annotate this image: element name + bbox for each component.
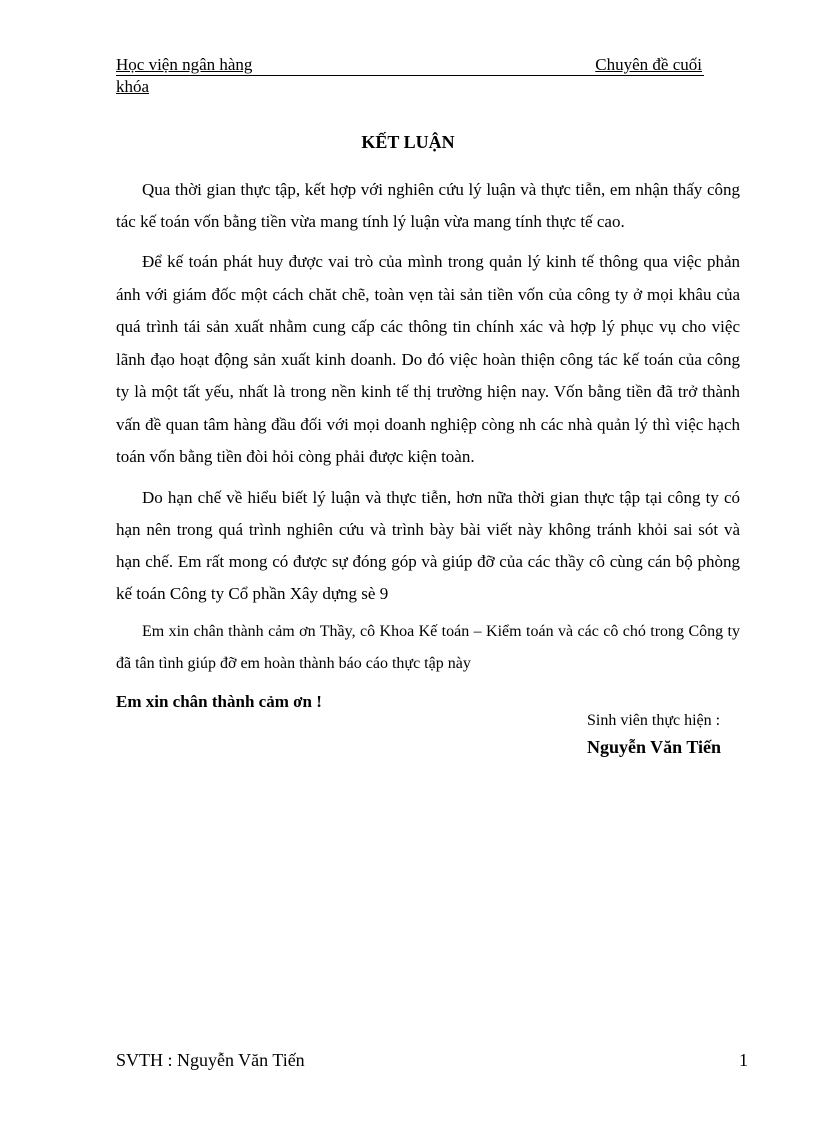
page-footer — [116, 1050, 748, 1071]
thanks-line: Em xin chân thành cảm ơn ! — [116, 691, 322, 711]
signature-block — [587, 708, 721, 760]
page-header — [116, 54, 704, 98]
footer-author: SVTH : Nguyễn Văn Tiến — [116, 1050, 305, 1070]
paragraph-2: Để kế toán phát huy được vai trò của mình trong quản lý kinh tế thông qua việc phản ánh với giám đốc một cách chăt chẽ, toàn vẹn tài sản tiền vốn của công ty ở mọi khâu của quá trình tái sản xuất nhằm cung cấp các thông tin chính xác và hợp lý phục vụ cho việc lãnh đạo hoạt động sản xuất kinh doanh. Do đó việc hoàn thiện công tác kế toán của công ty là một tất yếu, nhất là trong nền kinh tế thị trường hiện nay. Vốn bằng tiền đã trở thành vấn đề quan tâm hàng đầu đối với mọi doanh nghiệp còng nh các nhà quản lý thì việc hạch toán vốn bằng tiền đòi hỏi còng phải được kiện toàn. — [116, 252, 740, 466]
paragraph-3: Do hạn chế về hiểu biết lý luận và thực tiễn, hơn nữa thời gian thực tập tại công ty có hạn nên trong quá trình nghiên cứu và trình bày bài viết này không tránh khỏi sai sót và hạn chế. Em rất mong có được sự đóng góp và giúp đỡ của các thầy cô cùng cán bộ phòng kế toán Công ty Cổ phần Xây dựng sè 9 — [116, 487, 740, 603]
header-document-type: Chuyên đề cuối — [595, 55, 702, 74]
signature-name: Nguyễn Văn Tiến — [587, 737, 722, 757]
paragraph-4: Em xin chân thành cảm ơn Thầy, cô Khoa Kế toán – Kiểm toán và các cô chó trong Công ty đã tân tình giúp đỡ em hoàn thành báo cáo thực tập này — [116, 622, 740, 672]
page-title: KẾT LUẬN — [361, 132, 455, 152]
page-number: 1 — [739, 1050, 748, 1070]
conclusion-body — [116, 174, 740, 716]
header-institution: Học viện ngân hàng — [116, 55, 253, 74]
header-row — [116, 54, 704, 76]
signature-role: Sinh viên thực hiện : — [587, 712, 721, 729]
header-document-type-continued: khóa — [116, 77, 150, 96]
paragraph-1: Qua thời gian thực tập, kết hợp với nghiên cứu lý luận và thực tiễn, em nhận thấy công tác kế toán vốn bằng tiền vừa mang tính lý luận vừa mang tính thực tế cao. — [116, 180, 740, 231]
